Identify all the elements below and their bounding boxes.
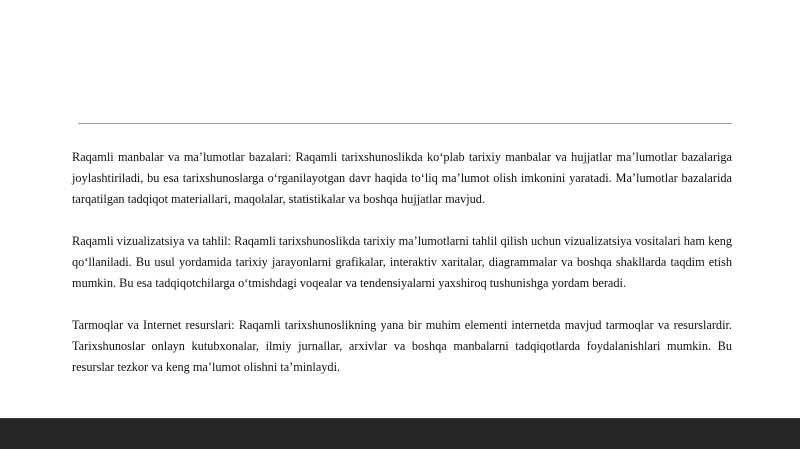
paragraph-digital-visualization: Raqamli vizualizatsiya va tahlil: Raqamli tarixshunoslikda tarixiy ma’lumotlarni tahlil qilish uchun vizualizatsiya vositalari ham keng qo‘llaniladi. Bu usul yordamida tarixiy jarayonlarni grafikalar, interaktiv xaritalar, diagrammalar va boshqa shakllarda taqdim etish mumkin. Bu esa tadqiqotchilarga o‘tmishdagi voqealar va tendensiyalarni yaxshiroq tushunishga yordam beradi. xyxy=(72,234,732,290)
paragraph-digital-databases: Raqamli manbalar va ma’lumotlar bazalari: Raqamli tarixshunoslikda ko‘plab tarixiy manbalar va hujjatlar ma’lumotlar bazalariga joylashtiriladi, bu esa tarixshunoslarga o‘rganilayotgan davr haqida to‘liq ma’lumot olish imkonini yaratadi. Ma’lumotlar bazalarida tarqatilgan tadqiqot materiallari, maqolalar, statistikalar va boshqa hujjatlar mavjud. xyxy=(72,150,732,206)
header-divider xyxy=(78,123,732,124)
paragraph-internet-resources: Tarmoqlar va Internet resurslari: Raqamli tarixshunoslikning yana bir muhim elementi internetda mavjud tarmoqlar va resurslardir. Tarixshunoslar onlayn kutubxonalar, ilmiy jurnallar, arxivlar va boshqa manbalarni tadqiqotlarda foydalanishlari mumkin. Bu resurslar tezkor va keng ma’lumot olishni ta’minlaydi. xyxy=(72,318,732,374)
document-body xyxy=(72,147,732,399)
bottom-bar xyxy=(0,418,800,449)
